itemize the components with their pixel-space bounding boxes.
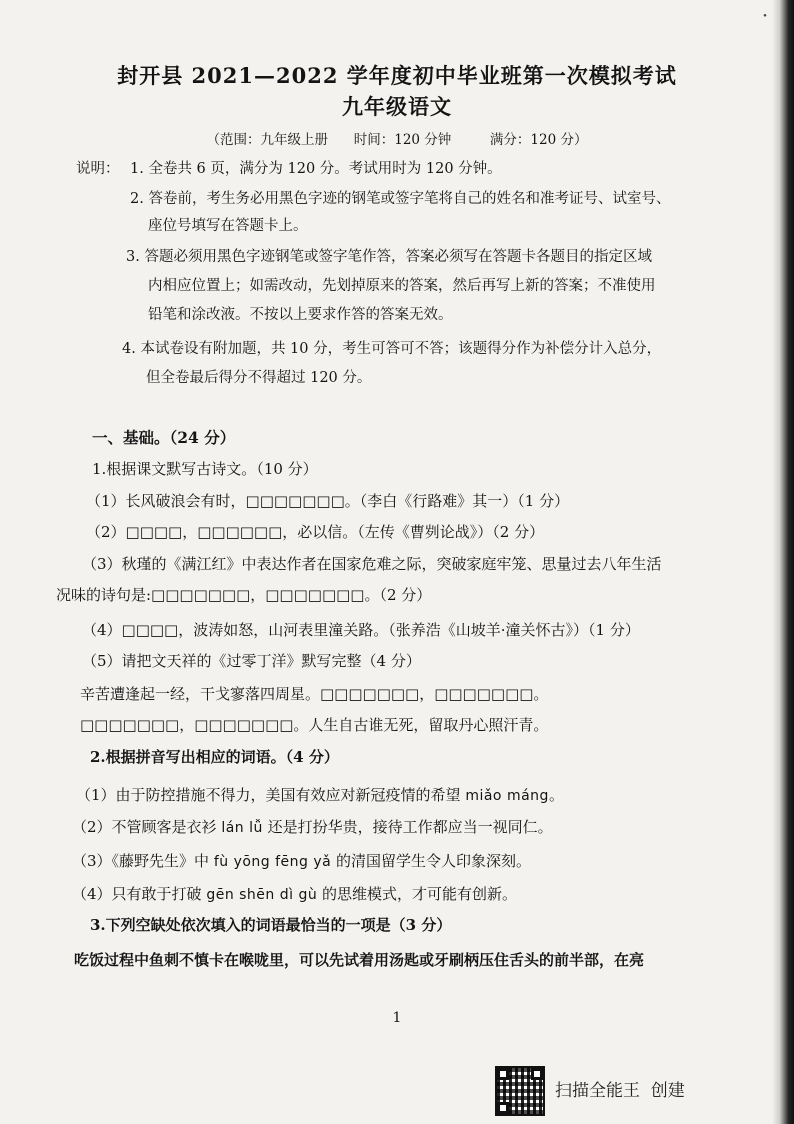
question-1-title: 1.根据课文默写古诗文。（10 分） — [92, 460, 318, 478]
note-item-2: 2. 答卷前，考生务必用黑色字迹的钢笔或签字笔将自己的姓名和准考证号、试室号、 — [130, 191, 671, 207]
question-3-text: 吃饭过程中鱼刺不慎卡在喉咙里，可以先试着用汤匙或牙刷柄压住舌头的前半部，在亮 — [74, 951, 645, 969]
scan-edge-shadow — [772, 0, 794, 1124]
section-heading: 一、基础。（24 分） — [92, 428, 236, 447]
notes-label: 说明： — [76, 161, 120, 177]
question-2-item-1-text: （1）由于防控措施不得力，美国有效应对新冠疫情的希望 — [76, 786, 466, 804]
question-1-line-4: 况味的诗句是:□□□□□□□，□□□□□□□。（2 分） — [56, 586, 432, 604]
question-1-line-5: （4）□□□□，波涛如怒，山河表里潼关路。（张养浩《山坡羊·潼关怀古》）（1 分） — [82, 621, 640, 639]
note-item-3-cont2: 铅笔和涂改液。不按以上要求作答的答案无效。 — [148, 307, 453, 323]
question-3-title: 3.下列空缺处依次填入的词语最恰当的一项是（3 分） — [90, 916, 452, 934]
qr-finder-top-right — [531, 1068, 543, 1080]
question-2-item-2-pinyin: lán lǚ — [221, 820, 263, 836]
question-2-item-4-end: 的思维模式，才可能有创新。 — [317, 885, 518, 903]
note-item-3: 3. 答题必须用黑色字迹钢笔或签字笔作答，答案必须写在答题卡各题目的指定区域 — [126, 249, 652, 265]
note-item-4: 4. 本试卷设有附加题，共 10 分，考生可答可不答；该题得分作为补偿分计入总分， — [122, 341, 662, 357]
question-2-item-1-pinyin: miǎo máng — [465, 788, 549, 804]
question-2-item-3-pinyin: fù yōng fēng yǎ — [213, 854, 332, 870]
note-item-4-cont: 但全卷最后得分不得超过 120 分。 — [146, 370, 372, 386]
question-2-item-3-text: （3）《藤野先生》中 — [72, 852, 214, 870]
question-2-item-4 — [72, 883, 517, 904]
note-item-1: 1. 全卷共 6 页，满分为 120 分。考试用时为 120 分钟。 — [130, 161, 502, 177]
question-1-line-7: 辛苦遭逢起一经，干戈寥落四周星。□□□□□□□，□□□□□□□。 — [80, 685, 549, 703]
question-2-item-1 — [76, 784, 564, 805]
exam-title: 封开县 2021—2022 学年度初中毕业班第一次模拟考试 — [117, 63, 677, 88]
qr-code-icon — [495, 1066, 545, 1116]
question-2-item-2-end: 还是打扮华贵，接待工作都应当一视同仁。 — [262, 818, 553, 836]
note-item-3-cont1: 内相应位置上；如需改动，先划掉原来的答案，然后再写上新的答案；不准使用 — [148, 278, 656, 294]
qr-finder-bottom-left — [497, 1102, 509, 1114]
question-1-line-3: （3）秋瑾的《满江红》中表达作者在国家危难之际，突破家庭牢笼、思量过去八年生活 — [82, 555, 662, 573]
question-2-item-4-text: （4）只有敢于打破 — [72, 885, 207, 903]
scanner-watermark: 扫描全能王 创建 — [555, 1081, 685, 1101]
question-1-line-8: □□□□□□□，□□□□□□□。人生自古谁无死，留取丹心照汗青。 — [80, 716, 549, 734]
question-2-item-3 — [72, 850, 531, 871]
exam-info: （范围：九年级上册 时间：120 分钟 满分：120 分） — [206, 132, 588, 148]
question-2-item-2 — [72, 816, 553, 837]
question-2-item-2-text: （2）不管顾客是衣衫 — [72, 818, 222, 836]
question-2-item-1-end: 。 — [548, 786, 564, 804]
edge-mark: ・ — [758, 9, 772, 25]
question-1-line-6: （5）请把文天祥的《过零丁洋》默写完整（4 分） — [82, 652, 421, 670]
question-1-line-2: （2）□□□□，□□□□□□，必以信。（左传《曹刿论战》）（2 分） — [86, 523, 545, 541]
question-2-title: 2.根据拼音写出相应的词语。（4 分） — [90, 748, 339, 766]
qr-finder-top-left — [497, 1068, 509, 1080]
note-item-2-cont: 座位号填写在答题卡上。 — [148, 218, 308, 234]
exam-subject: 九年级语文 — [342, 94, 452, 119]
question-2-item-4-pinyin: gēn shēn dì gù — [206, 887, 318, 903]
question-1-line-1: （1）长风破浪会有时，□□□□□□□。（李白《行路难》其一）（1 分） — [86, 492, 570, 510]
question-2-item-3-end: 的清国留学生令人印象深刻。 — [331, 852, 532, 870]
page-number: 1 — [392, 1010, 402, 1026]
